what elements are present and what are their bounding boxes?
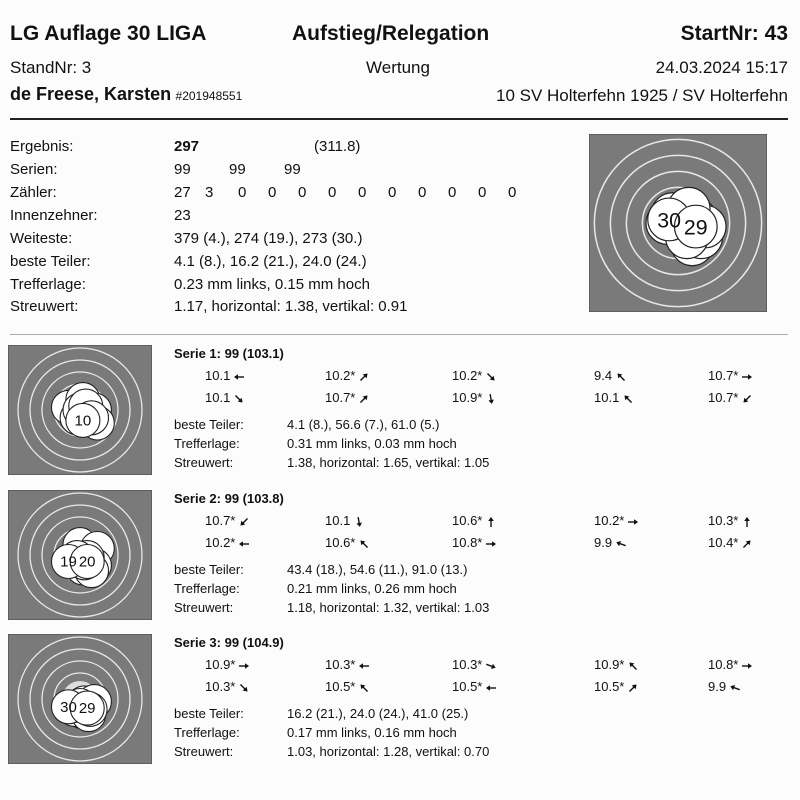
shot-score: 10.2* xyxy=(452,368,483,383)
series-label-trefferlage: Trefferlage: xyxy=(174,725,240,740)
shot-value xyxy=(205,390,245,405)
shot-value xyxy=(708,657,753,672)
shot-value xyxy=(205,657,250,672)
start-number: StartNr: 43 xyxy=(680,22,788,45)
series-label-streuwert: Streuwert: xyxy=(174,744,234,759)
shot-value xyxy=(594,513,639,528)
shot-value xyxy=(205,513,250,528)
shot-value xyxy=(325,535,370,550)
series-label-beste-teiler: beste Teiler: xyxy=(174,562,244,577)
summary-ergebnis-decimal: (311.8) xyxy=(314,138,361,155)
wertung-label: Wertung xyxy=(366,58,430,77)
summary-weiteste: 379 (4.), 274 (19.), 273 (30.) xyxy=(174,230,363,247)
direction-arrow-icon xyxy=(741,538,753,550)
shot-score: 10.6* xyxy=(452,513,483,528)
shot-score: 10.7* xyxy=(325,390,356,405)
series-beste-teiler: 16.2 (21.), 24.0 (24.), 41.0 (25.) xyxy=(287,706,469,721)
direction-arrow-icon xyxy=(238,538,250,550)
direction-arrow-icon xyxy=(615,538,627,550)
shot-score: 10.2* xyxy=(205,535,236,550)
shot-value xyxy=(325,390,370,405)
direction-arrow-icon xyxy=(238,516,250,528)
summary-label-trefferlage: Trefferlage: xyxy=(10,276,86,293)
shot-score: 10.1 xyxy=(325,513,351,528)
zaehler-count: 0 xyxy=(418,184,427,201)
header-divider xyxy=(10,118,788,120)
summary-label-beste-teiler: beste Teiler: xyxy=(10,253,91,270)
shot-value xyxy=(205,535,250,550)
shot-score: 10.3* xyxy=(452,657,483,672)
series-trefferlage: 0.21 mm links, 0.26 mm hoch xyxy=(287,581,457,596)
series-target-image xyxy=(8,634,152,764)
direction-arrow-icon xyxy=(358,682,370,694)
series-label-trefferlage: Trefferlage: xyxy=(174,436,240,451)
shot-value xyxy=(594,679,639,694)
direction-arrow-icon xyxy=(741,660,753,672)
shot-score: 9.4 xyxy=(594,368,613,383)
match-subtitle: Aufstieg/Relegation xyxy=(292,22,490,45)
direction-arrow-icon xyxy=(358,393,370,405)
direction-arrow-icon xyxy=(238,660,250,672)
shot-score: 10.4* xyxy=(708,535,739,550)
shot-score: 10.6* xyxy=(325,535,356,550)
summary-label-serien: Serien: xyxy=(10,161,58,178)
series-trefferlage: 0.17 mm links, 0.16 mm hoch xyxy=(287,725,457,740)
series-target-image xyxy=(8,345,152,475)
date-time: 24.03.2024 15:17 xyxy=(655,58,788,77)
shot-value xyxy=(205,679,250,694)
summary-innenzehner: 23 xyxy=(174,207,191,224)
summary-trefferlage: 0.23 mm links, 0.15 mm hoch xyxy=(174,276,370,293)
shot-value xyxy=(708,390,753,405)
shot-score: 10.5* xyxy=(325,679,356,694)
direction-arrow-icon xyxy=(627,660,639,672)
series-label-streuwert: Streuwert: xyxy=(174,455,234,470)
series-title: Serie 1: 99 (103.1) xyxy=(174,346,284,361)
direction-arrow-icon xyxy=(741,371,753,383)
zaehler-count: 0 xyxy=(238,184,247,201)
shot-number-label: 29 xyxy=(78,700,96,718)
zaehler-count: 0 xyxy=(508,184,517,201)
direction-arrow-icon xyxy=(729,682,741,694)
zaehler-count: 3 xyxy=(205,184,214,201)
direction-arrow-icon xyxy=(615,371,627,383)
summary-label-innenzehner: Innenzehner: xyxy=(10,207,98,224)
zaehler-count: 0 xyxy=(298,184,307,201)
zaehler-count: 27 xyxy=(174,184,191,201)
summary-label-streuwert: Streuwert: xyxy=(10,298,79,315)
series-label-streuwert: Streuwert: xyxy=(174,600,234,615)
direction-arrow-icon xyxy=(353,516,365,528)
shot-number-label: 19 xyxy=(60,553,77,571)
summary-serie-2: 99 xyxy=(229,161,246,178)
shot-number-label: 30 xyxy=(60,698,77,716)
shot-score: 10.3* xyxy=(708,513,739,528)
direction-arrow-icon xyxy=(358,660,370,672)
summary-streuwert: 1.17, horizontal: 1.38, vertikal: 0.91 xyxy=(174,298,408,315)
zaehler-count: 0 xyxy=(328,184,337,201)
shot-value xyxy=(325,657,370,672)
series-streuwert: 1.03, horizontal: 1.28, vertikal: 0.70 xyxy=(287,744,490,759)
series-label-beste-teiler: beste Teiler: xyxy=(174,417,244,432)
shot-value xyxy=(708,513,753,528)
shot-score: 10.5* xyxy=(452,679,483,694)
direction-arrow-icon xyxy=(741,393,753,405)
shot-score: 9.9 xyxy=(594,535,613,550)
shot-number-label: 20 xyxy=(78,553,96,571)
series-title: Serie 2: 99 (103.8) xyxy=(174,491,284,506)
shot-score: 10.7* xyxy=(708,368,739,383)
summary-serie-3: 99 xyxy=(284,161,301,178)
direction-arrow-icon xyxy=(358,371,370,383)
direction-arrow-icon xyxy=(233,371,245,383)
stand-number: StandNr: 3 xyxy=(10,58,92,77)
shot-number-label: 30 xyxy=(657,208,681,233)
shot-score: 10.3* xyxy=(325,657,356,672)
series-target-image xyxy=(8,490,152,620)
shot-value xyxy=(452,368,497,383)
shot-value xyxy=(325,513,365,528)
shot-score: 10.9* xyxy=(452,390,483,405)
shot-value xyxy=(452,390,497,405)
direction-arrow-icon xyxy=(485,682,497,694)
shot-number-label: 10 xyxy=(74,412,92,430)
zaehler-count: 0 xyxy=(358,184,367,201)
shot-score: 10.1 xyxy=(205,390,231,405)
direction-arrow-icon xyxy=(485,660,497,672)
shot-score: 10.3* xyxy=(205,679,236,694)
shot-score: 10.9* xyxy=(594,657,625,672)
summary-label-zaehler: Zähler: xyxy=(10,184,57,201)
shot-value xyxy=(452,535,497,550)
direction-arrow-icon xyxy=(485,538,497,550)
shot-value xyxy=(708,535,753,550)
shot-score: 10.2* xyxy=(594,513,625,528)
series-trefferlage: 0.31 mm links, 0.03 mm hoch xyxy=(287,436,457,451)
zaehler-count: 0 xyxy=(448,184,457,201)
shot-value xyxy=(594,657,639,672)
shot-score: 10.8* xyxy=(452,535,483,550)
shot-score: 10.8* xyxy=(708,657,739,672)
summary-divider xyxy=(10,334,788,335)
shot-value xyxy=(594,390,634,405)
direction-arrow-icon xyxy=(622,393,634,405)
shot-value xyxy=(708,368,753,383)
shot-value xyxy=(205,368,245,383)
shot-value xyxy=(708,679,741,694)
zaehler-count: 0 xyxy=(268,184,277,201)
zaehler-count: 0 xyxy=(388,184,397,201)
shooter-id: #201948551 xyxy=(175,89,243,103)
shot-score: 10.2* xyxy=(325,368,356,383)
summary-label-weiteste: Weiteste: xyxy=(10,230,73,247)
direction-arrow-icon xyxy=(358,538,370,550)
match-title: LG Auflage 30 LIGA xyxy=(10,22,207,45)
shot-score: 10.9* xyxy=(205,657,236,672)
shot-score: 10.1 xyxy=(594,390,620,405)
direction-arrow-icon xyxy=(741,516,753,528)
direction-arrow-icon xyxy=(485,393,497,405)
shot-number-label: 29 xyxy=(683,215,708,240)
direction-arrow-icon xyxy=(627,682,639,694)
shot-value xyxy=(594,535,627,550)
shot-score: 9.9 xyxy=(708,679,727,694)
shot-score: 10.7* xyxy=(205,513,236,528)
direction-arrow-icon xyxy=(238,682,250,694)
shot-value xyxy=(325,679,370,694)
series-streuwert: 1.38, horizontal: 1.65, vertikal: 1.05 xyxy=(287,455,490,470)
shot-value xyxy=(594,368,627,383)
shot-score: 10.5* xyxy=(594,679,625,694)
summary-target-image xyxy=(589,134,767,312)
summary-beste-teiler: 4.1 (8.), 16.2 (21.), 24.0 (24.) xyxy=(174,253,367,270)
series-label-beste-teiler: beste Teiler: xyxy=(174,706,244,721)
shooter-name: de Freese, Karsten xyxy=(10,84,172,104)
series-title: Serie 3: 99 (104.9) xyxy=(174,635,284,650)
direction-arrow-icon xyxy=(485,371,497,383)
series-beste-teiler: 43.4 (18.), 54.6 (11.), 91.0 (13.) xyxy=(287,562,468,577)
zaehler-count: 0 xyxy=(478,184,487,201)
series-streuwert: 1.18, horizontal: 1.32, vertikal: 1.03 xyxy=(287,600,490,615)
shot-score: 10.7* xyxy=(708,390,739,405)
summary-label-ergebnis: Ergebnis: xyxy=(10,138,74,155)
club-name: 10 SV Holterfehn 1925 / SV Holterfehn xyxy=(495,86,788,105)
shooter-line xyxy=(10,84,242,105)
shot-score: 10.1 xyxy=(205,368,231,383)
direction-arrow-icon xyxy=(233,393,245,405)
shot-value xyxy=(325,368,370,383)
series-beste-teiler: 4.1 (8.), 56.6 (7.), 61.0 (5.) xyxy=(287,417,440,432)
summary-ergebnis: 297 xyxy=(174,138,200,155)
summary-serie-1: 99 xyxy=(174,161,191,178)
shot-value xyxy=(452,657,497,672)
shot-value xyxy=(452,679,497,694)
direction-arrow-icon xyxy=(627,516,639,528)
series-label-trefferlage: Trefferlage: xyxy=(174,581,240,596)
direction-arrow-icon xyxy=(485,516,497,528)
shot-value xyxy=(452,513,497,528)
